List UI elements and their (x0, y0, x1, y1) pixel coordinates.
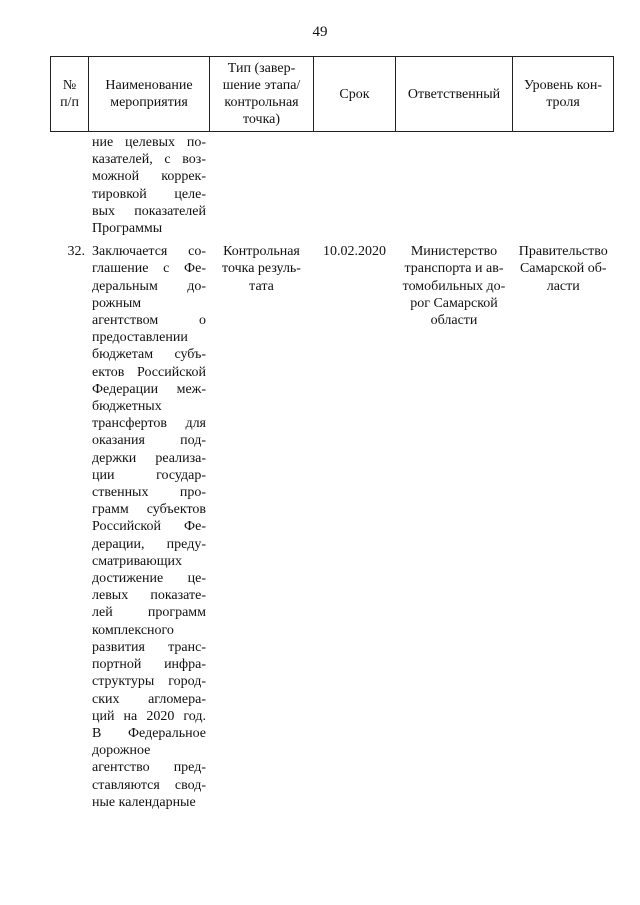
name-text-line: портной инфра- (92, 657, 206, 673)
name-text-line: Программы (92, 221, 163, 237)
name-text-line: ственных про- (92, 485, 206, 501)
name-text-line: вых показателей (92, 203, 206, 219)
name-text-line: Федерации меж- (92, 381, 206, 397)
cont-num-cell (51, 132, 89, 238)
name-text-line: агентством о (92, 313, 206, 329)
name-text-line: можной коррек- (92, 169, 206, 185)
table-row-32 (51, 237, 614, 811)
cont-type-cell (210, 132, 314, 238)
header-number: № п/п (51, 57, 89, 132)
name-text-line: глашение с Фе- (92, 261, 206, 277)
row-control-level: Правительство Самарской об- ласти (518, 244, 608, 294)
name-text-line: грамм субъектов (92, 502, 206, 518)
header-responsible: Ответственный (396, 57, 513, 132)
name-text-line: лей программ (92, 605, 206, 621)
name-text-line: Заключается со- (92, 244, 206, 260)
name-text-line: держки реализа- (92, 450, 206, 466)
table-row-continuation (51, 132, 614, 238)
name-text-line: ставляются свод- (92, 777, 206, 793)
cont-control-cell (513, 132, 614, 238)
name-text-line: ций на 2020 год. (92, 708, 206, 724)
header-deadline: Срок (314, 57, 396, 132)
name-text-line: оказания под- (92, 433, 206, 449)
name-text-line: левых показате- (92, 588, 206, 604)
page-number: 49 (312, 24, 328, 40)
name-text-line: трансфертов для (92, 416, 206, 432)
name-text-line: казателей, с воз- (92, 152, 206, 168)
name-text-line: бюджетных (92, 399, 162, 415)
row-number: 32. (67, 244, 85, 260)
name-text-line: комплексного (92, 622, 174, 638)
name-text-line: развития транс- (92, 639, 206, 655)
name-text-line: ные календарные (92, 794, 196, 810)
table-header-row (51, 57, 614, 132)
name-text-line: сматривающих (92, 553, 182, 569)
name-text-line: ции государ- (92, 467, 206, 483)
header-type: Тип (завер- шение этапа/ контрольная точка) (210, 57, 314, 132)
row-name-cell (89, 237, 210, 811)
name-text-line: достижение це- (92, 571, 206, 587)
name-text-line: дерации, преду- (92, 536, 206, 552)
cont-responsible-cell (396, 132, 513, 238)
name-text-line: ектов Российской (92, 364, 206, 380)
row-deadline: 10.02.2020 (323, 244, 386, 260)
name-text-line: ских агломера- (92, 691, 206, 707)
name-text-line: деральным до- (92, 278, 206, 294)
row-responsible: Министерство транспорта и ав- томобильных до- рог Самарской области (402, 244, 506, 329)
name-text-line: агентство пред- (92, 760, 206, 776)
events-table (50, 56, 614, 811)
header-control-level: Уровень кон- троля (513, 57, 614, 132)
name-text-line: Российской Фе- (92, 519, 206, 535)
name-text-line: ние целевых по- (92, 135, 206, 150)
name-text-line: бюджетам субъ- (92, 347, 206, 363)
cont-name-cell (89, 132, 210, 238)
name-text-line: структуры город- (92, 674, 206, 690)
name-text-line: рожным (92, 295, 142, 311)
row-type: Контрольная точка резуль- тата (222, 244, 301, 294)
cont-deadline-cell (314, 132, 396, 238)
name-text-line: В Федеральное (92, 725, 206, 741)
header-name: Наименование мероприятия (89, 57, 210, 132)
name-text-line: тировкой целе- (92, 186, 206, 202)
name-text-line: дорожное (92, 743, 151, 759)
name-text-line: предоставлении (92, 330, 188, 346)
